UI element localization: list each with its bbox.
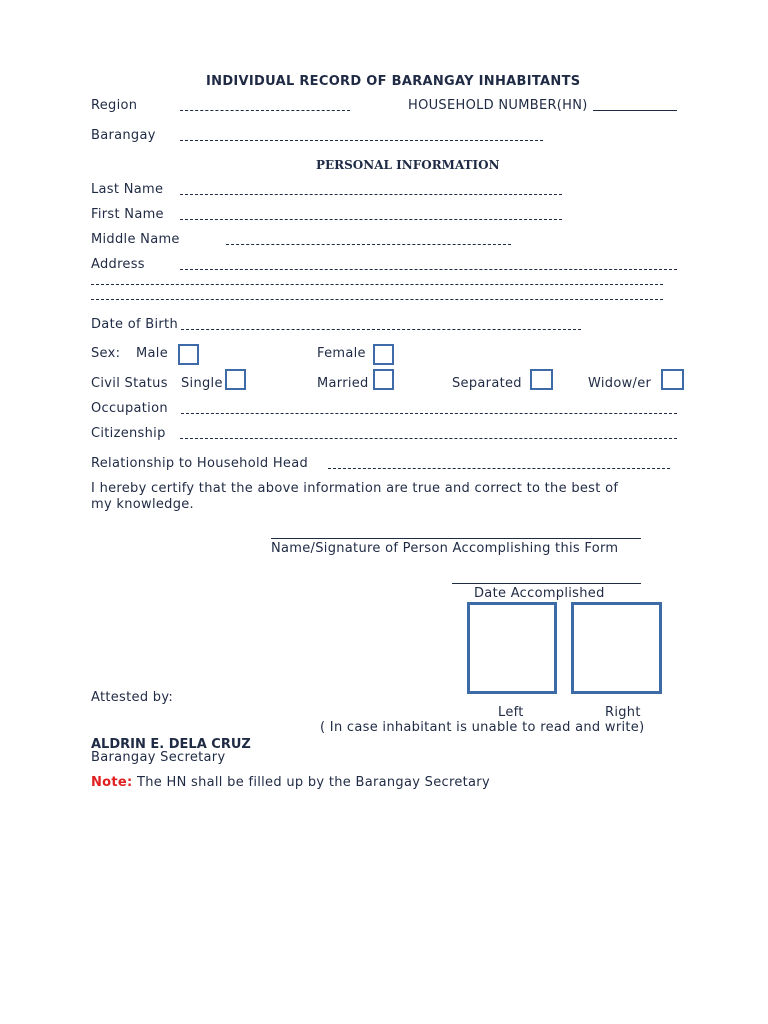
sex-label: Sex: bbox=[91, 346, 121, 361]
single-checkbox[interactable] bbox=[225, 369, 246, 390]
secretary-name: ALDRIN E. DELA CRUZ bbox=[91, 737, 251, 752]
first-name-field[interactable] bbox=[180, 219, 562, 220]
male-checkbox[interactable] bbox=[178, 344, 199, 365]
address-field-line1[interactable] bbox=[180, 269, 677, 270]
married-label: Married bbox=[317, 376, 369, 391]
right-thumb-label: Right bbox=[605, 705, 641, 720]
household-number-label: HOUSEHOLD NUMBER(HN) bbox=[408, 98, 588, 113]
note-text: The HN shall be filled up by the Barangay Secretary bbox=[132, 775, 490, 790]
date-accomplished-caption: Date Accomplished bbox=[474, 586, 605, 601]
address-field-line3[interactable] bbox=[91, 299, 663, 300]
occupation-field[interactable] bbox=[181, 413, 677, 414]
region-field[interactable] bbox=[180, 110, 350, 111]
attested-by-label: Attested by: bbox=[91, 690, 174, 705]
thumbprint-note: ( In case inhabitant is unable to read and write) bbox=[320, 720, 645, 735]
relationship-field[interactable] bbox=[328, 468, 670, 469]
female-checkbox[interactable] bbox=[373, 344, 394, 365]
certification-line1: I hereby certify that the above information are true and correct to the best of bbox=[91, 481, 619, 496]
date-accomplished-line[interactable] bbox=[452, 583, 641, 584]
secretary-title: Barangay Secretary bbox=[91, 750, 226, 765]
signature-caption: Name/Signature of Person Accomplishing this Form bbox=[271, 541, 619, 556]
separated-checkbox[interactable] bbox=[530, 369, 553, 390]
citizenship-field[interactable] bbox=[180, 438, 677, 439]
signature-line[interactable] bbox=[271, 538, 641, 539]
last-name-label: Last Name bbox=[91, 182, 164, 197]
middle-name-field[interactable] bbox=[226, 244, 511, 245]
section-title: PERSONAL INFORMATION bbox=[316, 158, 500, 172]
certification-line2: my knowledge. bbox=[91, 497, 194, 512]
relationship-label: Relationship to Household Head bbox=[91, 456, 309, 471]
barangay-label: Barangay bbox=[91, 128, 156, 143]
female-label: Female bbox=[317, 346, 366, 361]
form-title: INDIVIDUAL RECORD OF BARANGAY INHABITANTS bbox=[206, 74, 581, 89]
left-thumbprint-box bbox=[467, 602, 557, 694]
date-of-birth-label: Date of Birth bbox=[91, 317, 178, 332]
married-checkbox[interactable] bbox=[373, 369, 394, 390]
middle-name-label: Middle Name bbox=[91, 232, 180, 247]
right-thumbprint-box bbox=[571, 602, 662, 694]
region-label: Region bbox=[91, 98, 138, 113]
address-label: Address bbox=[91, 257, 145, 272]
barangay-field[interactable] bbox=[180, 140, 543, 141]
footnote bbox=[91, 775, 490, 790]
separated-label: Separated bbox=[452, 376, 522, 391]
first-name-label: First Name bbox=[91, 207, 164, 222]
civil-status-label: Civil Status bbox=[91, 376, 168, 391]
citizenship-label: Citizenship bbox=[91, 426, 166, 441]
last-name-field[interactable] bbox=[180, 194, 562, 195]
widow-checkbox[interactable] bbox=[661, 369, 684, 390]
note-label: Note: bbox=[91, 775, 133, 790]
household-number-field[interactable] bbox=[593, 110, 677, 111]
occupation-label: Occupation bbox=[91, 401, 168, 416]
single-label: Single bbox=[181, 376, 223, 391]
address-field-line2[interactable] bbox=[91, 284, 663, 285]
date-of-birth-field[interactable] bbox=[181, 329, 581, 330]
left-thumb-label: Left bbox=[498, 705, 524, 720]
male-label: Male bbox=[136, 346, 168, 361]
widow-label: Widow/er bbox=[588, 376, 652, 391]
